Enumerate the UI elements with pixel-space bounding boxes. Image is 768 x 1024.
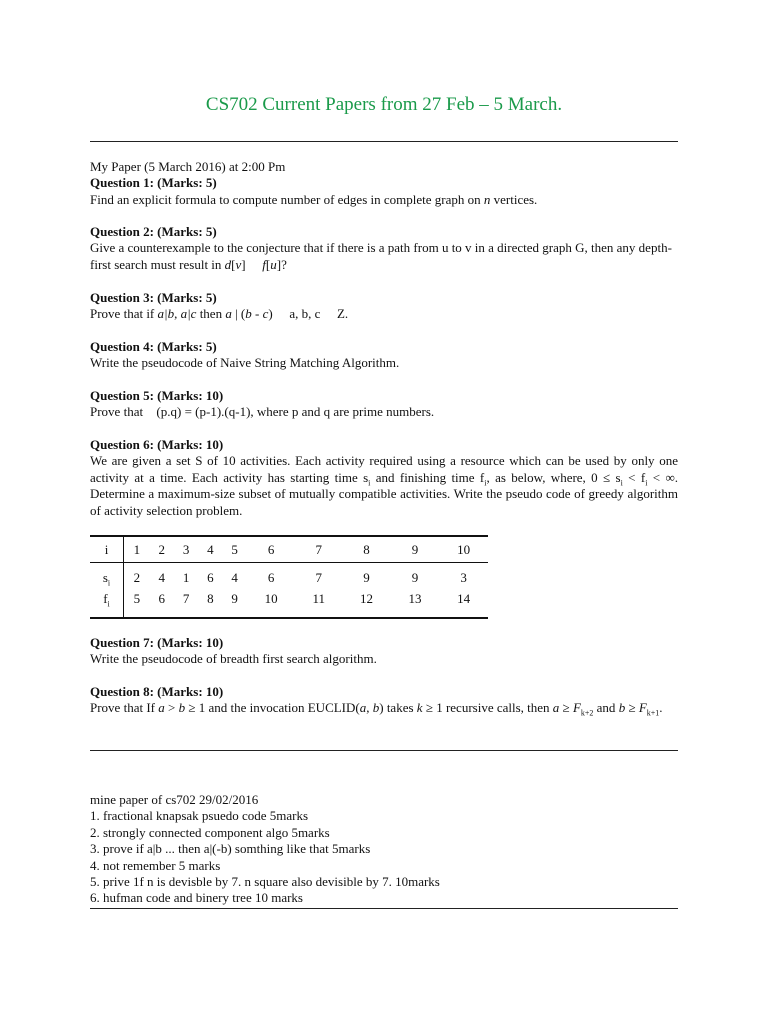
- table-cell: 11: [295, 589, 342, 618]
- table-cell: 7: [174, 589, 198, 618]
- question-5: [90, 388, 678, 421]
- table-cell: 3: [174, 536, 198, 563]
- divider: [90, 750, 678, 751]
- question-text: Write the pseudocode of breadth first search algorithm.: [90, 651, 377, 667]
- paper1-header: My Paper (5 March 2016) at 2:00 Pm: [90, 159, 286, 174]
- list-item: 2. strongly connected component algo 5marks: [90, 824, 330, 840]
- table-cell: 9: [363, 569, 370, 585]
- table-cell: 14: [439, 589, 488, 618]
- question-heading: Question 1: (Marks: 5): [90, 175, 217, 191]
- question-heading: Question 3: (Marks: 5): [90, 290, 217, 305]
- question-6: [90, 437, 678, 519]
- activity-table: [90, 535, 488, 619]
- table-cell: 1: [182, 569, 190, 585]
- question-text: We are given a set S of 10 activities. Each activity required using a resource which can be used by only one activity at a time. Each activity has starting time $s_i$ and finishing time $f_i$, as below, where, $0 \le s_i < f_i$ < ∞. Determine a maximum-size subset of mutually compatible activities. Write the pseudo code of greedy algorithm of activity selection problem.: [90, 453, 678, 518]
- question-4: [90, 339, 678, 372]
- question-7: [90, 635, 678, 668]
- table-cell: 7: [295, 536, 342, 563]
- question-3: [90, 290, 678, 323]
- paper2-header: mine paper of cs702 29/02/2016: [90, 792, 259, 807]
- list-item: 1. fractional knapsak psuedo code 5marks: [90, 808, 309, 824]
- table-cell: 4: [198, 536, 222, 563]
- table-cell: 5: [124, 589, 150, 618]
- table-cell: 3: [460, 569, 467, 585]
- table-cell: 2: [133, 569, 141, 585]
- table-cell: 12: [342, 589, 391, 618]
- question-2: [90, 224, 678, 273]
- table-row-label: $s_i$: [90, 563, 124, 590]
- table-cell: 9: [391, 536, 440, 563]
- question-text: Find an explicit formula to compute number of edges in complete graph on n vertices.: [90, 191, 538, 207]
- divider: [90, 908, 678, 909]
- table-cell: 4: [158, 569, 166, 585]
- table-cell: 7: [315, 569, 323, 585]
- table-cell: 9: [223, 589, 247, 618]
- table-cell: 5: [223, 536, 247, 563]
- table-row: [90, 563, 488, 590]
- table-cell: 2: [150, 536, 174, 563]
- table-cell: 1: [124, 536, 150, 563]
- question-text: Prove that If a > b ≥ 1 and the invocation EUCLID(a, b) takes k ≥ 1 recursive calls, then $a \ge F_{k+2}$ and $b \ge F_{k+1}$.: [90, 700, 663, 718]
- question-text: Prove that if a|b, a|c then a | (b - c) a, b, c Z.: [90, 306, 322, 322]
- table-row: [90, 536, 488, 563]
- list-item: 5. prive 1f n is devisble by 7. n square also devisible by 7. 10marks: [90, 874, 440, 890]
- question-text: Give a counterexample to the conjecture that if there is a path from u to v in a directed graph G, then any depth-first search must result in d[v] f[u]?: [90, 240, 672, 272]
- question-heading: Question 8: (Marks: 10): [90, 684, 224, 699]
- divider: [90, 141, 678, 142]
- document-title: CS702 Current Papers from 27 Feb – 5 March.: [205, 94, 563, 115]
- question-heading: Question 6: (Marks: 10): [90, 437, 224, 452]
- question-8: [90, 684, 678, 717]
- question-heading: Question 2: (Marks: 5): [90, 224, 217, 239]
- table-cell: 8: [198, 589, 222, 618]
- table-row: [90, 589, 488, 618]
- question-heading: Question 5: (Marks: 10): [90, 388, 224, 403]
- question-text: Write the pseudocode of Naive String Matching Algorithm.: [90, 355, 400, 371]
- table-cell: 9: [411, 569, 419, 585]
- table-cell: 10: [439, 536, 488, 563]
- table-row-label: i: [90, 536, 124, 563]
- table-cell: 6: [207, 569, 214, 585]
- list-item: 6. hufman code and binery tree 10 marks: [90, 890, 303, 906]
- question-text: Prove that (p.q) = (p-1).(q-1), where p and q are prime numbers.: [90, 404, 425, 420]
- table-cell: 13: [391, 589, 440, 618]
- list-item: 3. prove if a|b ... then a|(-b) somthing like that 5marks: [90, 841, 371, 857]
- table-row-label: $f_i$: [90, 589, 124, 618]
- table-cell: 8: [342, 536, 391, 563]
- question-heading: Question 7: (Marks: 10): [90, 635, 224, 650]
- paper1-section: [90, 159, 678, 208]
- question-heading: Question 4: (Marks: 5): [90, 339, 217, 354]
- table-cell: 4: [231, 569, 238, 585]
- paper2-section: [90, 792, 678, 907]
- table-cell: 6: [150, 589, 174, 618]
- list-item: 4. not remember 5 marks: [90, 857, 221, 873]
- table-cell: 10: [247, 589, 296, 618]
- table-cell: 6: [267, 569, 275, 585]
- table-cell: 6: [247, 536, 296, 563]
